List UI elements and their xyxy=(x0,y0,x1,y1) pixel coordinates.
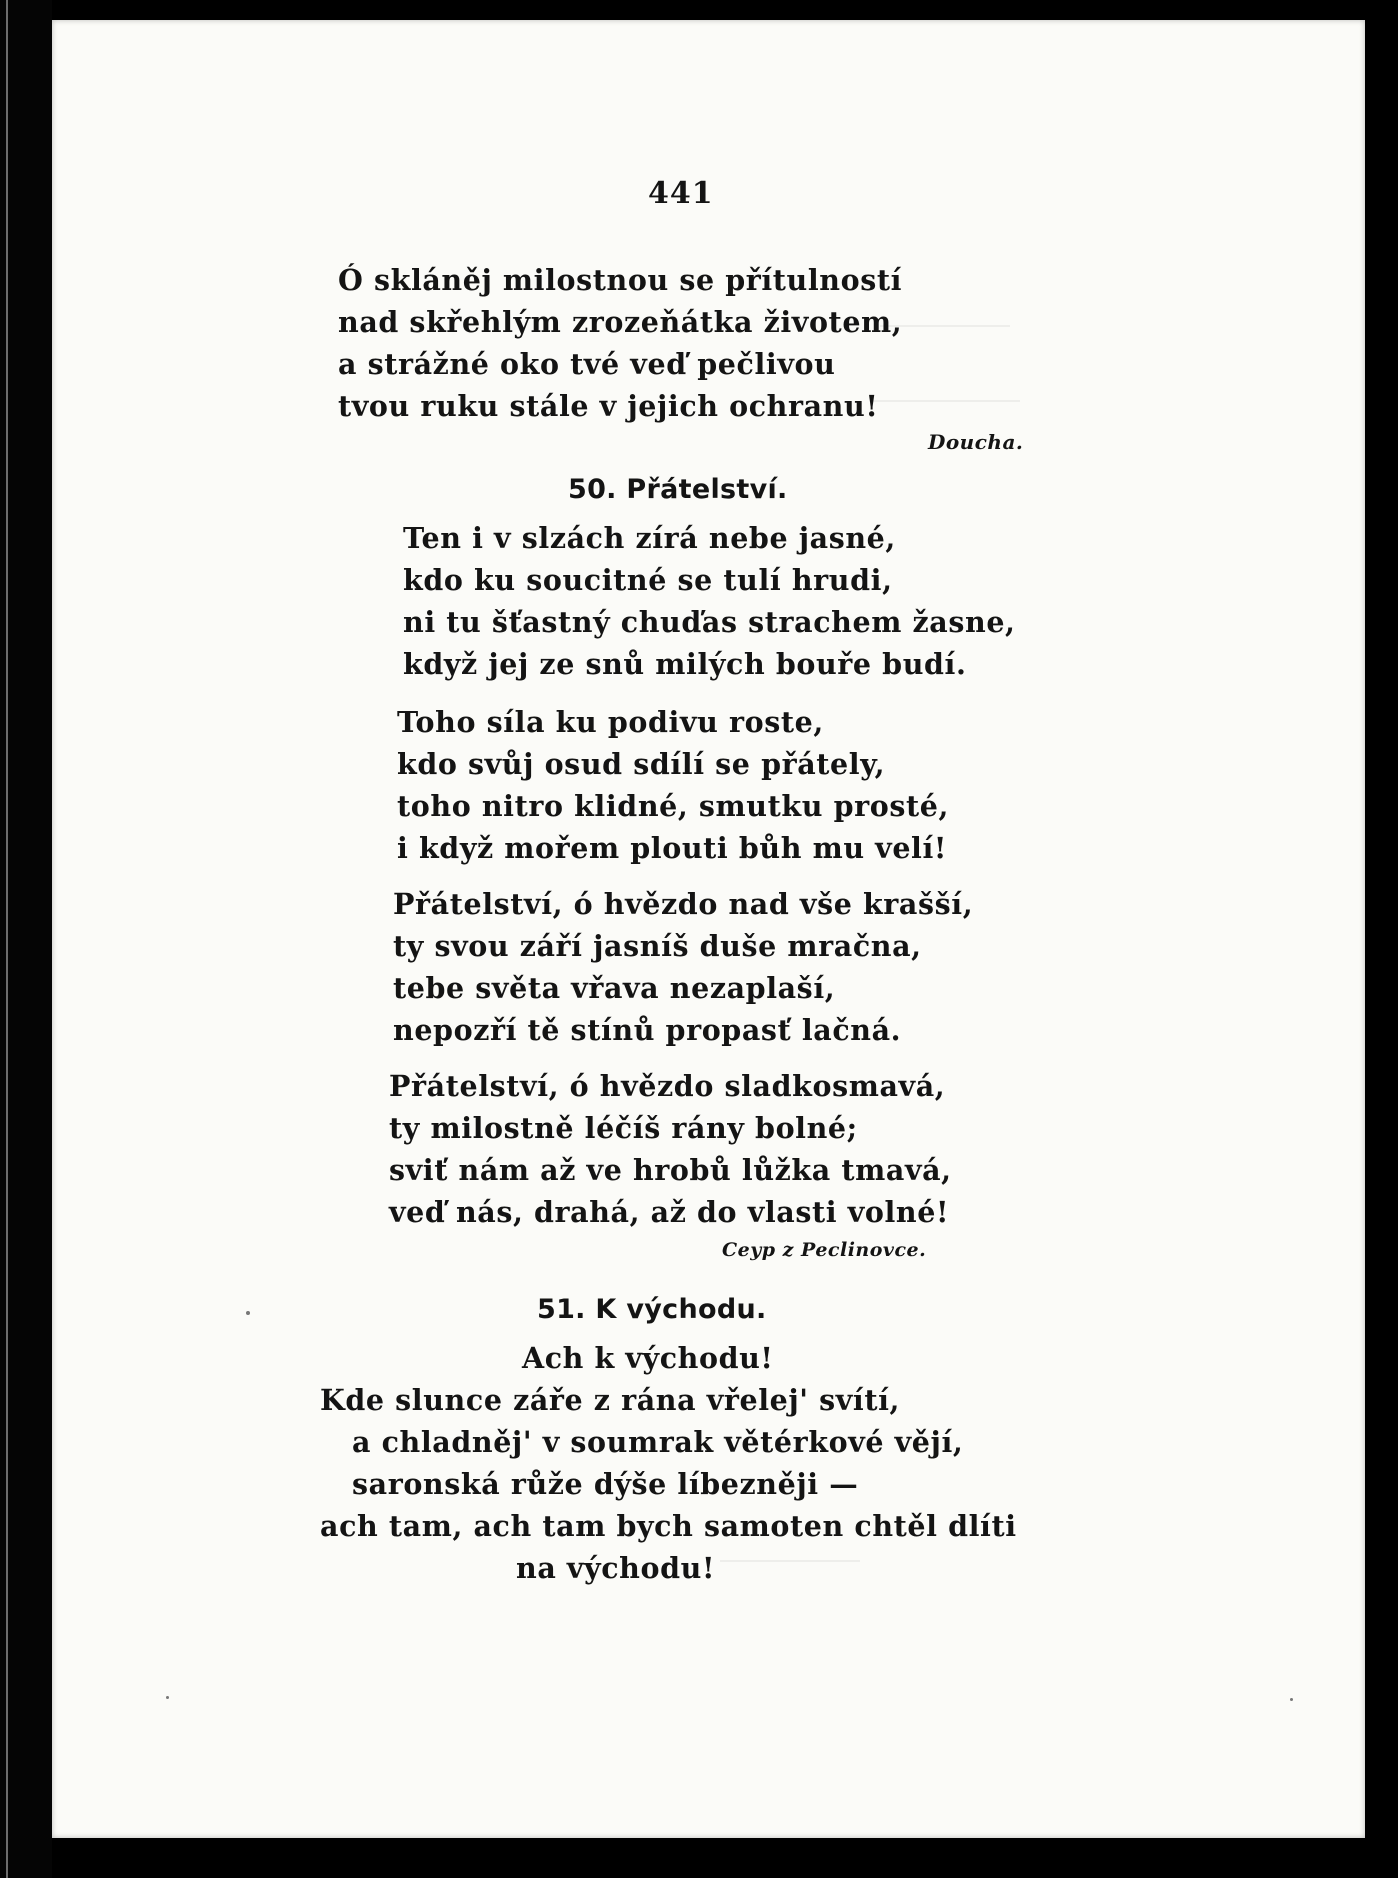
poem-line: i když mořem plouti bůh mu velí! xyxy=(397,831,948,865)
poem-line: Ten i v slzách zírá nebe jasné, xyxy=(403,521,896,555)
poem-line: Ach k východu! xyxy=(522,1341,774,1375)
poem-line: tvou ruku stále v jejich ochranu! xyxy=(338,389,879,423)
poem-line: na východu! xyxy=(516,1551,716,1585)
poem-line: Ó skláněj milostnou se přítulností xyxy=(338,263,903,297)
poem-line: tebe světa vřava nezaplaší, xyxy=(393,971,836,1005)
poem-line: Kde slunce záře z rána vřelej' svítí, xyxy=(320,1383,901,1417)
scan-speck xyxy=(246,1311,250,1315)
author-signature: Ceyp z Peclinovce. xyxy=(722,1239,927,1261)
right-scan-border xyxy=(1365,0,1398,1878)
scan-speck xyxy=(166,1696,169,1699)
poem-line: kdo ku soucitné se tulí hrudi, xyxy=(403,563,893,597)
poem-line: když jej ze snů milých bouře budí. xyxy=(403,647,967,681)
bottom-scan-border xyxy=(52,1838,1365,1878)
poem-line: nepozří tě stínů propasť lačná. xyxy=(393,1013,902,1047)
poem-line: kdo svůj osud sdílí se přátely, xyxy=(397,747,886,781)
poem-line: ni tu šťastný chuďas strachem žasne, xyxy=(403,605,1016,639)
poem-line: Přátelství, ó hvězdo nad vše krašší, xyxy=(393,887,974,921)
poem-line: a chladněj' v soumrak větérkové vějí, xyxy=(352,1425,964,1459)
bleed-through-mark xyxy=(720,1560,860,1562)
poem-line: sviť nám až ve hrobů lůžka tmavá, xyxy=(389,1153,952,1187)
poem-line: ty milostně léčíš rány bolné; xyxy=(389,1111,858,1145)
poem-line: a strážné oko tvé veď pečlivou xyxy=(338,347,836,381)
scan-speck xyxy=(1290,1698,1293,1701)
poem-line: Přátelství, ó hvězdo sladkosmavá, xyxy=(389,1069,946,1103)
author-signature: Doucha. xyxy=(928,430,1024,454)
page-number: 441 xyxy=(648,176,714,211)
poem-line: ach tam, ach tam bych samoten chtěl dlíti xyxy=(320,1509,1017,1543)
poem-title: 50. Přátelství. xyxy=(568,474,788,505)
spine-edge-line xyxy=(6,0,8,1878)
poem-line: toho nitro klidné, smutku prosté, xyxy=(397,789,950,823)
poem-line: nad skřehlým zrozeňátka životem, xyxy=(338,305,903,339)
bleed-through-mark xyxy=(870,400,1020,402)
poem-line: ty svou září jasníš duše mračna, xyxy=(393,929,922,963)
poem-line: veď nás, drahá, až do vlasti volné! xyxy=(389,1195,950,1229)
book-spine-shadow xyxy=(0,0,52,1878)
poem-title: 51. K východu. xyxy=(537,1294,767,1325)
poem-line: saronská růže dýše líbezněji — xyxy=(352,1467,859,1501)
poem-line: Toho síla ku podivu roste, xyxy=(397,705,824,739)
